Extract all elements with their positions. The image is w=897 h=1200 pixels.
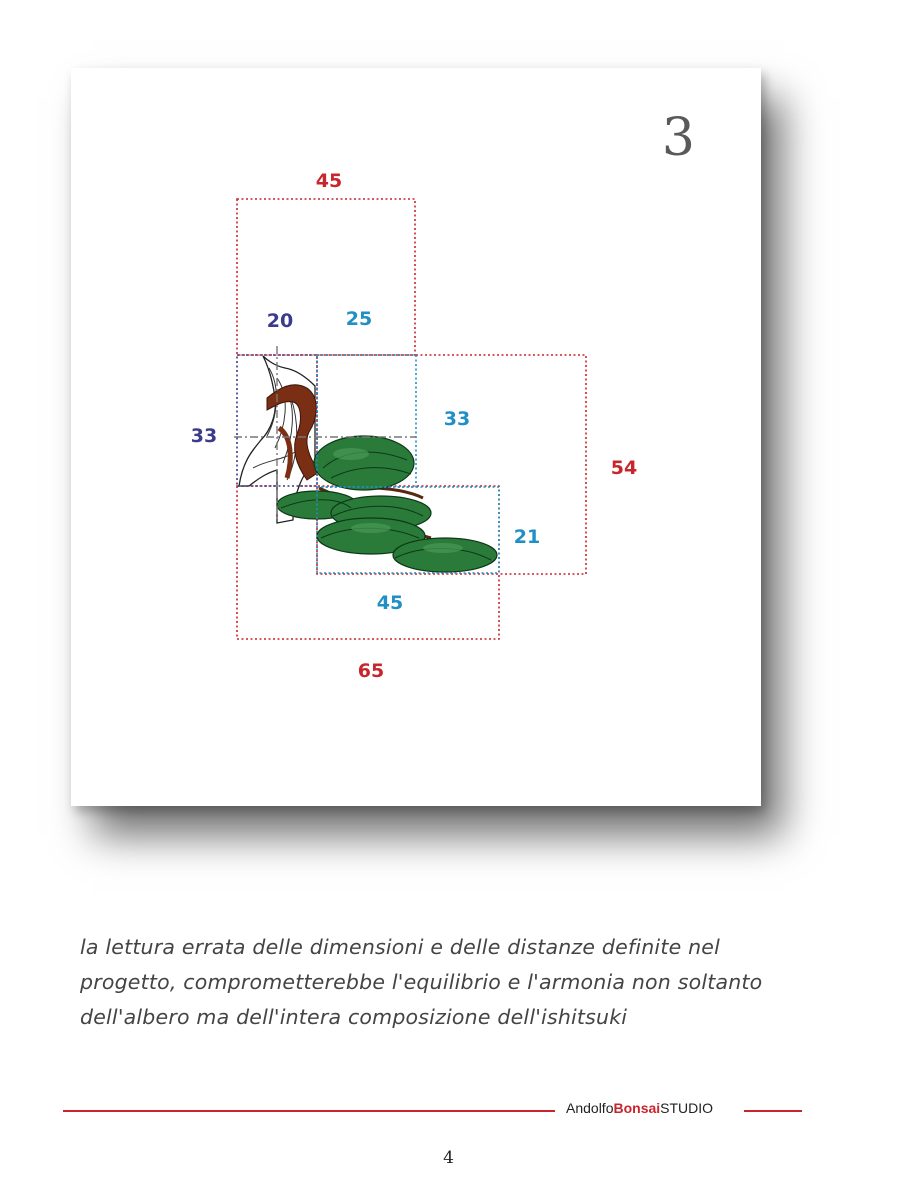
brand-prefix: Andolfo	[566, 1100, 614, 1116]
red-frame-top	[237, 199, 415, 355]
caption-line: la lettura errata delle dimensioni e delle distanze definite nel	[80, 935, 720, 959]
label-red-top-width: 45	[315, 170, 343, 192]
footer-rule-right	[744, 1110, 802, 1112]
label-blue-top-width: 25	[345, 308, 373, 330]
brand-name	[566, 1100, 713, 1116]
bonsai-tree-illustration	[239, 356, 497, 572]
figure-number: 3	[661, 108, 695, 168]
footer-rule-left	[63, 1110, 555, 1112]
label-blue-bottom-width: 45	[376, 592, 404, 614]
label-red-bottom-width: 65	[357, 660, 385, 682]
label-blue-small-height: 21	[513, 526, 541, 548]
label-purple-width: 20	[266, 310, 294, 332]
label-purple-height: 33	[190, 425, 218, 447]
caption-line: progetto, comprometterebbe l'equilibrio e l'armonia non soltanto	[80, 970, 763, 994]
page-number: 4	[443, 1148, 454, 1168]
proportion-diagram	[71, 68, 761, 806]
caption-line: dell'albero ma dell'intera composizione dell'ishitsuki	[80, 1005, 628, 1029]
brand-suffix: STUDIO	[660, 1100, 714, 1116]
brand-accent: Bonsai	[613, 1100, 661, 1116]
figure-card	[71, 68, 761, 806]
caption	[80, 930, 780, 1035]
label-blue-right-height: 33	[443, 408, 471, 430]
label-red-right-height: 54	[610, 457, 638, 479]
